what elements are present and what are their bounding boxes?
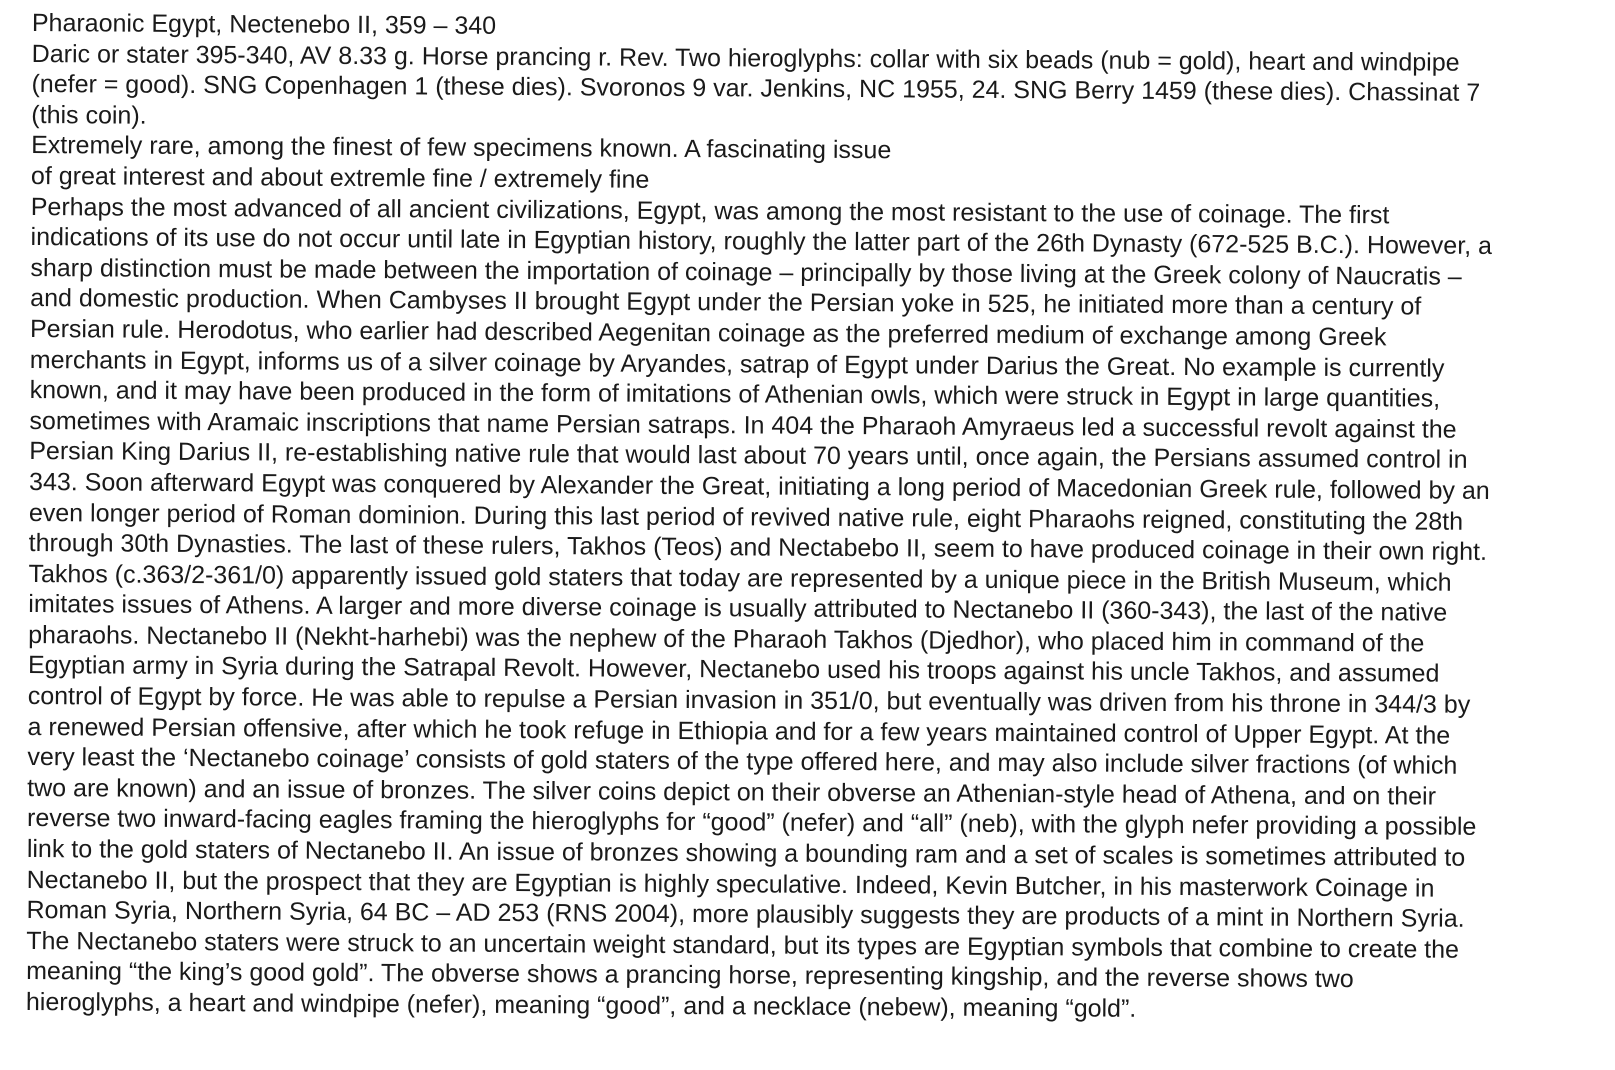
lot-grade: Extremely rare, among the finest of few specimens known. A fascinating issue of great interest and about extremle fine / extremely fine xyxy=(30,131,892,194)
lot-title: Pharaonic Egypt, Nectenebo II, 359 – 340 xyxy=(31,8,497,40)
lot-description: Daric or stater 395-340, AV 8.33 g. Horse prancing r. Rev. Two hieroglyphs: collar with six beads (nub = gold), heart and windpipe (nefer = good). SNG Copenhagen 1 (these dies). Svoronos 9 var. Jenkins, NC 1955, 24. SNG Berry 1459 (these dies). Chassinat 7 (this coin). xyxy=(31,39,1481,130)
document-page xyxy=(26,8,1602,1027)
lot-commentary: Perhaps the most advanced of all ancient civilizations, Egypt, was among the most resistant to the use of coinage. The first indications of its use do not occur until late in Egyptian history, roughly the latter part of the 26th Dynasty (672-525 B.C.). However, a sharp distinction must be made between the importation of coinage – principally by those living at the Greek colony of Naucratis – and domestic production. When Cambyses II brought Egypt under the Persian yoke in 525, he initiated more than a century of Persian rule. Herodotus, who earlier had described Aegenitan coinage as the preferred medium of exchange among Greek merchants in Egypt, informs us of a silver coinage by Aryandes, satrap of Egypt under Darius the Great. No example is currently known, and it may have been produced in the form of imitations of Athenian owls, which were struck in Egypt in large quantities, sometimes with Aramaic inscriptions that name Persian satraps. In 404 the Pharaoh Amyraeus led a successful revolt against the Persian King Darius II, re-establishing native rule that would last about 70 years until, once again, the Persians assumed control in 343. Soon afterward Egypt was conquered by Alexander the Great, initiating a long period of Macedonian Greek rule, followed by an even longer period of Roman dominion. During this last period of revived native rule, eight Pharaohs reigned, constituting the 28th through 30th Dynasties. The last of these rulers, Takhos (Teos) and Nectabebo II, seem to have produced coinage in their own right. Takhos (c.363/2-361/0) apparently issued gold staters that today are represented by a unique piece in the British Museum, which imitates issues of Athens. A larger and more diverse coinage is usually attributed to Nectanebo II (360-343), the last of the native pharaohs. Nectanebo II (Nekht-harhebi) was the nephew of the Pharaoh Takhos (Djedhor), who placed him in command of the Egyptian army in Syria during the Satrapal Revolt. However, Nectanebo used his troops against his uncle Takhos, and assumed control of Egypt by force. He was able to repulse a Persian invasion in 351/0, but eventually was driven from his throne in 344/3 by a renewed Persian offensive, after which he took refuge in Ethiopia and for a few years maintained control of Upper Egypt. At the very least the ‘Nectanebo coinage’ consists of gold staters of the type offered here, and may also include silver fractions (of which two are known) and an issue of bronzes. The silver coins depict on their obverse an Athenian-style head of Athena, and on their reverse two inward-facing eagles framing the hieroglyphs for “good” (nefer) and “all” (neb), with the glyph nefer providing a possible link to the gold staters of Nectanebo II. An issue of bronzes showing a bounding ram and a set of scales is sometimes attributed to Nectanebo II, but the prospect that they are Egyptian is highly speculative. Indeed, Kevin Butcher, in his masterwork Coinage in Roman Syria, Northern Syria, 64 BC – AD 253 (RNS 2004), more plausibly suggests they are products of a mint in Northern Syria. The Nectanebo staters were struck to an uncertain weight standard, but its types are Egyptian symbols that combine to create the meaning “the king’s good gold”. The obverse shows a prancing horse, representing kingship, and the reverse shows two hieroglyphs, a heart and windpipe (nefer), meaning “good”, and a necklace (nebew), meaning “gold”. xyxy=(25,192,1493,1023)
